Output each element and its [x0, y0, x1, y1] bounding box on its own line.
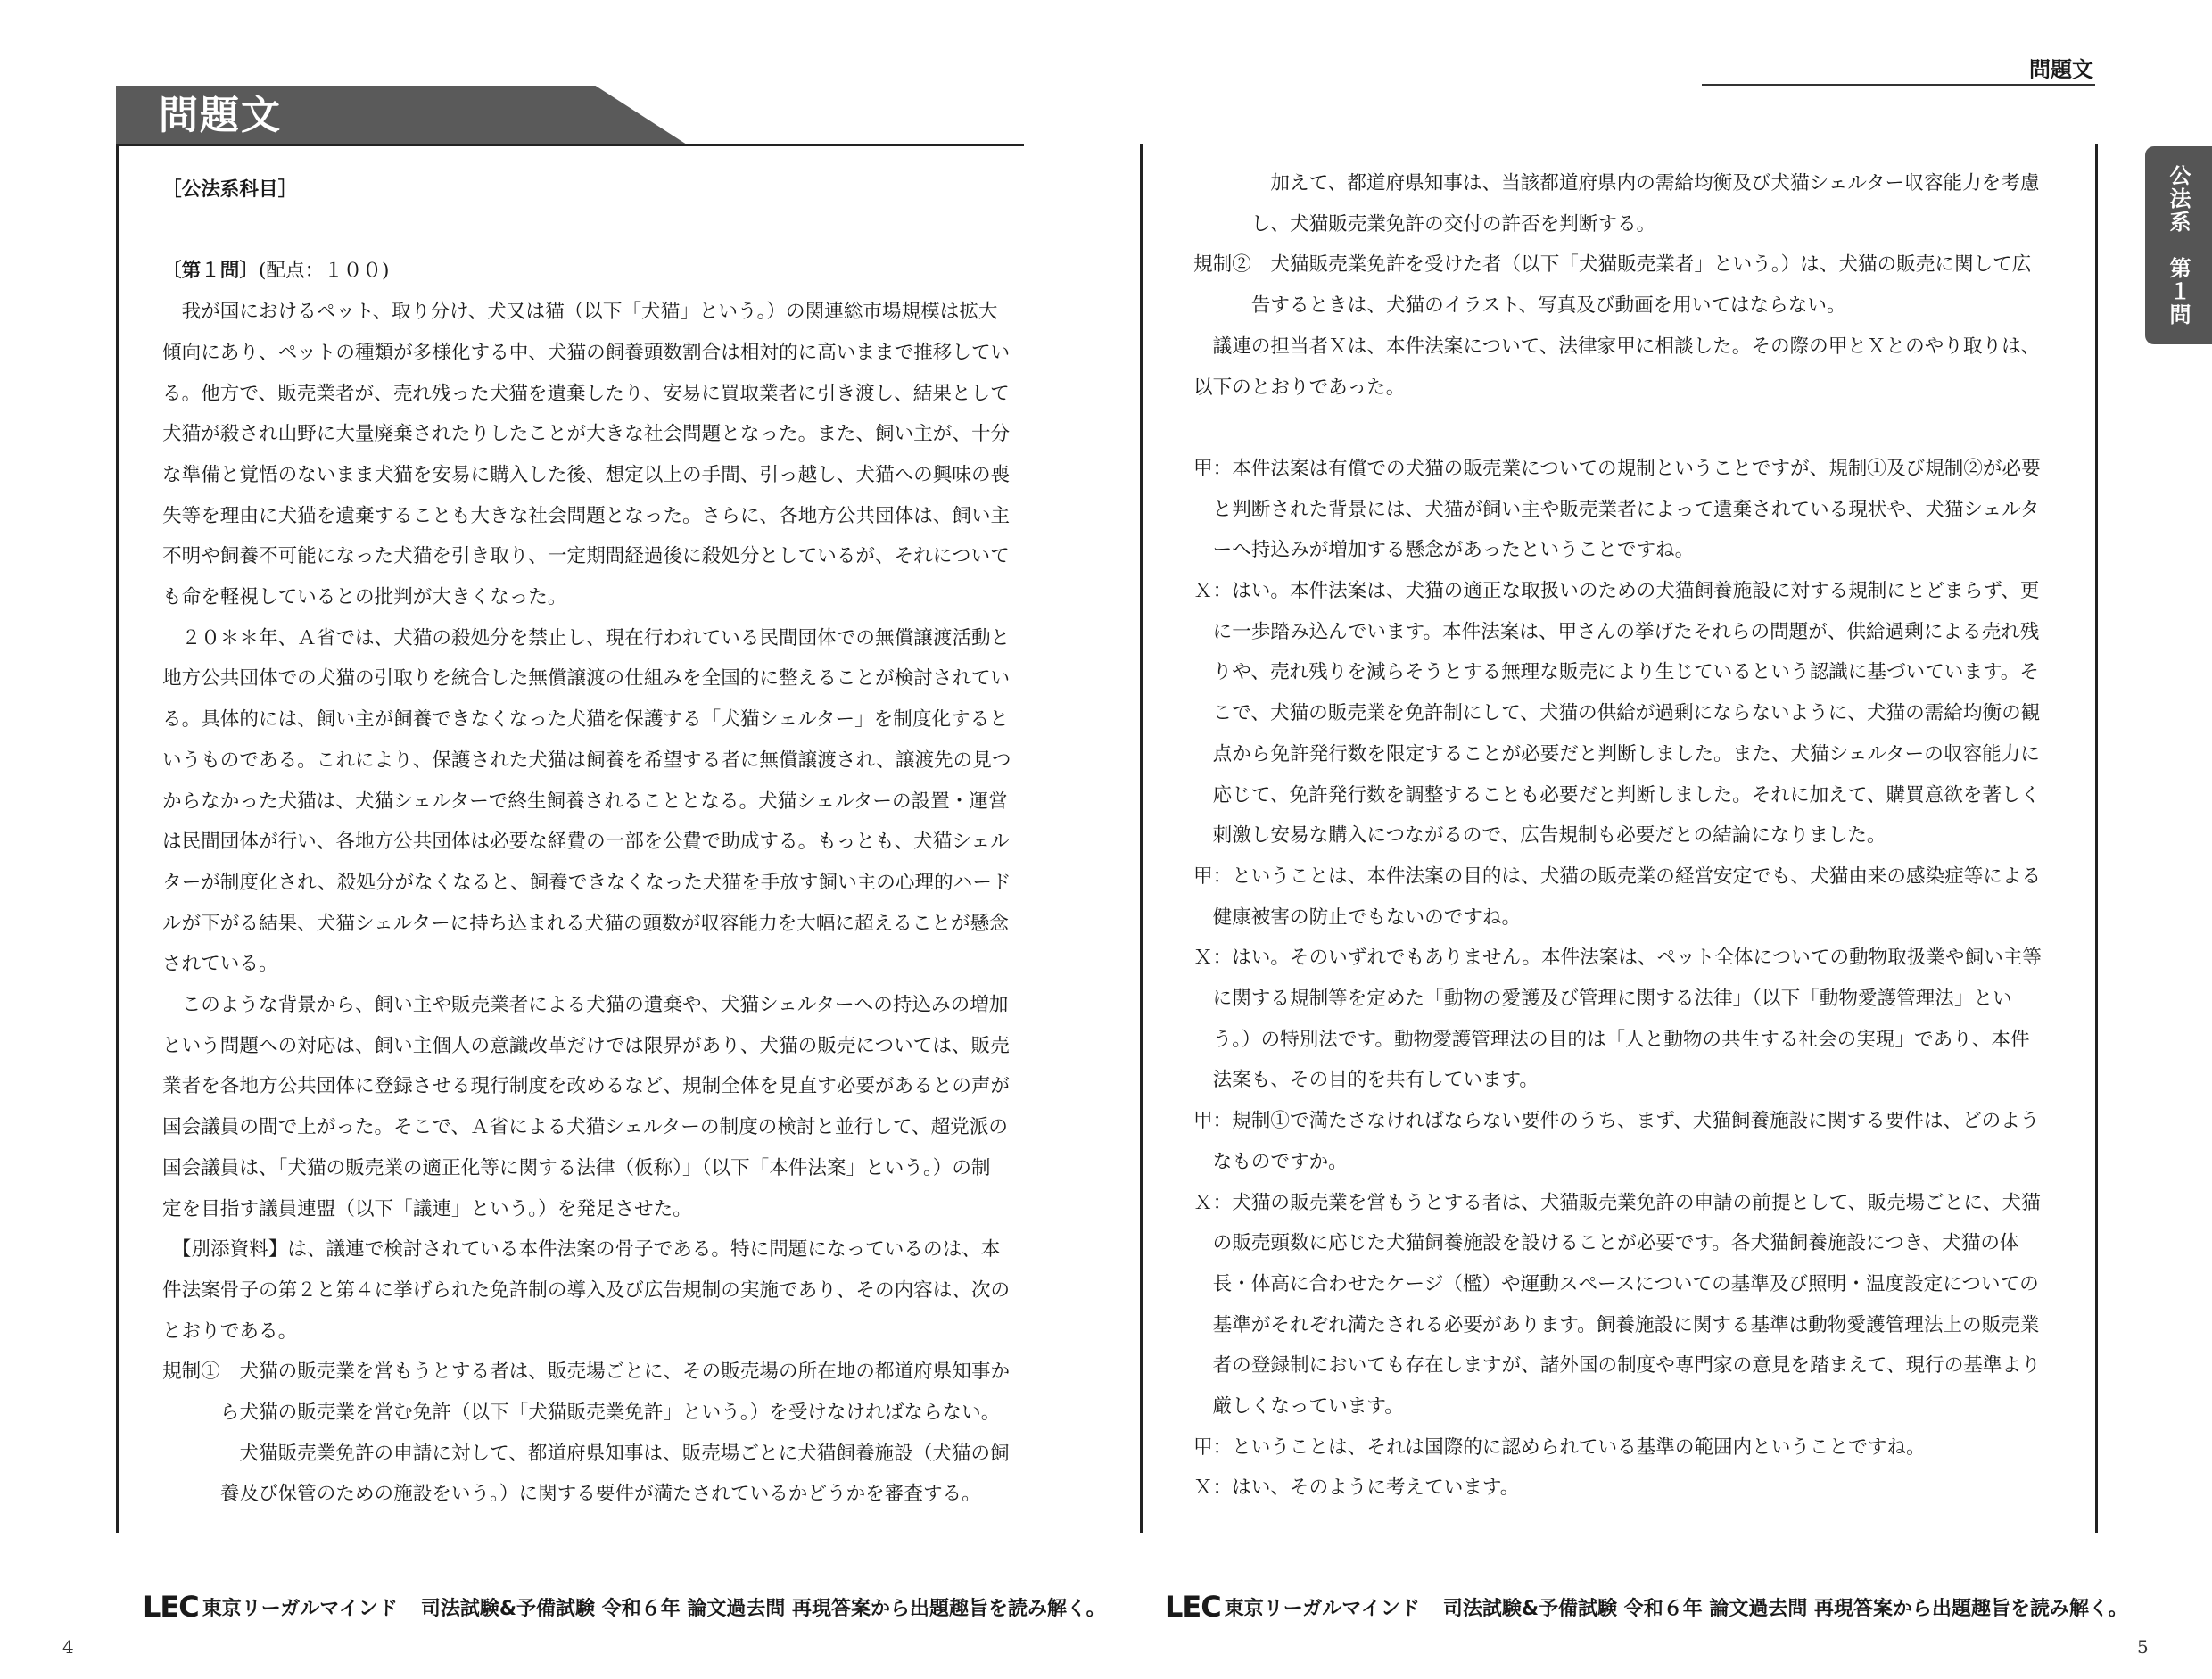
left-body-text: [162, 170, 1026, 1526]
left-margin-rule: [116, 144, 119, 1533]
text-line: 定を目指す議員連盟（以下「議連」という。）を発足させた。: [162, 1197, 692, 1220]
page-number-right: 5: [2137, 1636, 2149, 1658]
text-line: 傾向にあり、ペットの種類が多様化する中、犬猫の飼養頭数割合は相対的に高いままで推移してい: [162, 341, 1011, 364]
text-line: [1193, 408, 2094, 449]
text-line: 国会議員は、「犬猫の販売業の適正化等に関する法律（仮称）」（以下「本件法案」という。）の制: [162, 1156, 991, 1179]
right-footer: [1165, 1590, 2128, 1624]
text-line: このような背景から、飼い主や販売業者による犬猫の遺棄や、犬猫シェルターへの持込みの増加: [162, 994, 1009, 1017]
subject-heading: ［公法系科目］: [162, 178, 298, 201]
text-line: も命を軽視しているとの批判が大きくなった。: [162, 586, 567, 609]
text-line: 甲：ということは、それは国際的に認められている基準の範囲内ということですね。: [1193, 1435, 1926, 1459]
footer-book-title: 司法試験&予備試験 令和６年 論文過去問 再現答案から出題趣旨を読み解く。: [1442, 1597, 2128, 1620]
text-line: る。他方で、販売業者が、売れ残った犬猫を遺棄したり、安易に買取業者に引き渡し、結果として: [162, 382, 1010, 405]
text-line: 我が国におけるペット、取り分け、犬又は猫（以下「犬猫」という。）の関連総市場規模は拡大: [162, 301, 998, 324]
text-line: 犬猫販売業免許の申請に対して、都道府県知事は、販売場ごとに犬猫飼養施設（犬猫の飼: [162, 1442, 1010, 1465]
text-line: りや、売れ残りを減らそうとする無理な販売により生じているという認識に基づいています。そ: [1193, 661, 2039, 684]
running-head: 問題文: [2029, 57, 2093, 82]
text-line: 国会議員の間で上がった。そこで、Ａ省による犬猫シェルターの制度の検討と並行して、超党派の: [162, 1116, 1008, 1139]
text-line: 件法案骨子の第２と第４に挙げられた免許制の導入及び広告規制の実施であり、その内容は、次の: [162, 1278, 1011, 1302]
right-margin-rule: [2095, 144, 2098, 1533]
text-line: に一歩踏み込んでいます。本件法案は、甲さんの挙げたそれらの問題が、供給過剰による売れ残: [1193, 620, 2040, 643]
text-line: 甲：規制①で満たさなければならない要件のうち、まず、犬猫飼養施設に関する要件は、どのよう: [1193, 1110, 2040, 1133]
text-line: なものですか。: [1193, 1150, 1348, 1173]
side-tab-label: 公法系 第１問: [2166, 164, 2191, 327]
gutter-rule: [1140, 144, 1143, 1533]
page-title: 問題文: [159, 93, 282, 138]
text-line: 健康被害の防止でもないのですね。: [1193, 906, 1522, 929]
text-line: 【別添資料】は、議連で検討されている本件法案の骨子である。特に問題になっているのは、本: [162, 1238, 1001, 1261]
text-line: 厳しくなっています。: [1193, 1395, 1404, 1418]
lec-logo-icon: LEC: [1165, 1590, 1221, 1624]
text-line: ーへ持込みが増加する懸念があったということですね。: [1193, 539, 1695, 562]
text-line: 犬猫が殺され山野に大量廃棄されたりしたことが大きな社会問題となった。また、飼い主が、十分: [162, 423, 1011, 446]
text-line: Ｘ：犬猫の販売業を営もうとする者は、犬猫販売業免許の申請の前提として、販売場ごとに、犬猫: [1193, 1191, 2041, 1214]
text-line: は民間団体が行い、各地方公共団体は必要な経費の一部を公費で助成する。もっとも、犬猫シェル: [162, 831, 1010, 854]
text-line: という問題への対応は、飼い主個人の意識改革だけでは限界があり、犬猫の販売については、販売: [162, 1034, 1010, 1057]
text-line: からなかった犬猫は、犬猫シェルターで終生飼養されることとなる。犬猫シェルターの設置・運営: [162, 790, 1008, 813]
text-line: Ｘ：はい、そのように考えています。: [1193, 1476, 1520, 1500]
text-line: されている。: [162, 953, 278, 976]
right-body-text: [1193, 163, 2094, 1528]
text-line: 長・体高に合わせたケージ（檻）や運動スペースについての基準及び照明・温度設定についての: [1193, 1272, 2039, 1295]
text-line: とおりである。: [162, 1319, 298, 1343]
text-line: 規制② 犬猫販売業免許を受けた者（以下「犬猫販売業者」という。）は、犬猫の販売に関して広: [1193, 253, 2032, 277]
text-line: 告するときは、犬猫のイラスト、写真及び動画を用いてはならない。: [1193, 294, 1846, 318]
text-line: 加えて、都道府県知事は、当該都道府県内の需給均衡及び犬猫シェルター収容能力を考慮: [1193, 172, 2040, 194]
text-line: 甲：ということは、本件法案の目的は、犬猫の販売業の経営安定でも、犬猫由来の感染症等による: [1193, 864, 2042, 888]
text-line: 養及び保管のための施設をいう。）に関する要件が満たされているかどうかを審査する。: [162, 1483, 981, 1506]
text-line: に関する規制等を定めた「動物の愛護及び管理に関する法律」（以下「動物愛護管理法」とい: [1193, 988, 2012, 1011]
spacer: [162, 211, 1026, 252]
text-line: いうものである。これにより、保護された犬猫は飼養を希望する者に無償譲渡され、譲渡先の見つ: [162, 749, 1011, 772]
footer-org: 東京リーガルマインド: [1224, 1597, 1420, 1620]
text-line: ターが制度化され、殺処分がなくなると、飼養できなくなった犬猫を手放す飼い主の心理的ハード: [162, 871, 1011, 894]
footer-org: 東京リーガルマインド: [202, 1597, 398, 1620]
lec-logo-icon: LEC: [143, 1590, 199, 1624]
text-line: ルが下がる結果、犬猫シェルターに持ち込まれる犬猫の頭数が収容能力を大幅に超えることが懸念: [162, 912, 1009, 935]
text-line: Ｘ：はい。そのいずれでもありません。本件法案は、ペット全体についての動物取扱業や飼い主等: [1193, 947, 2042, 970]
text-line: の販売頭数に応じた犬猫飼養施設を設けることが必要です。各犬猫飼養施設につき、犬猫の体: [1193, 1232, 2019, 1255]
question-label: 〔第１問〕: [162, 260, 259, 283]
title-underline: [116, 144, 1024, 146]
text-line: 規制① 犬猫の販売業を営もうとする者は、販売場ごとに、その販売場の所在地の都道府県知事か: [162, 1361, 1011, 1384]
text-line: こで、犬猫の販売業を免許制にして、犬猫の供給が過剰にならないように、犬猫の需給均衡の観: [1193, 702, 2041, 725]
text-line: 甲：本件法案は有償での犬猫の販売業についての規制ということですが、規制①及び規制②が必要: [1193, 457, 2041, 480]
right-text-lines: [1193, 163, 2094, 1509]
text-line: な準備と覚悟のないまま犬猫を安易に購入した後、想定以上の手間、引っ越し、犬猫への興味の喪: [162, 463, 1011, 486]
text-line: 議連の担当者Ｘは、本件法案について、法律家甲に相談した。その際の甲とＸとのやり取りは、: [1193, 335, 2041, 358]
left-text-lines: [162, 292, 1026, 1515]
text-line: 地方公共団体での犬猫の引取りを統合した無償譲渡の仕組みを全国的に整えることが検討されてい: [162, 667, 1011, 691]
page-number-left: 4: [62, 1636, 74, 1658]
text-line: 刺激し安易な購入につながるので、広告規制も必要だとの結論になりました。: [1193, 824, 1886, 848]
text-line: し、犬猫販売業免許の交付の許否を判断する。: [1193, 212, 1656, 236]
question-heading: [162, 251, 1026, 292]
text-line: 法案も、その目的を共有しています。: [1193, 1069, 1539, 1092]
left-footer: [143, 1590, 1106, 1624]
text-line: ２０＊＊年、Ａ省では、犬猫の殺処分を禁止し、現在行われている民間団体での無償譲渡活動と: [162, 626, 1011, 649]
section-side-tab: [2145, 146, 2212, 344]
text-line: 以下のとおりであった。: [1193, 376, 1406, 399]
text-line: 基準がそれぞれ満たされる必要があります。飼養施設に関する基準は動物愛護管理法上の販売業: [1193, 1313, 2040, 1336]
text-line: ら犬猫の販売業を営む免許（以下「犬猫販売業免許」という。）を受けなければならない。: [162, 1402, 1001, 1425]
text-line: 者の登録制においても存在しますが、諸外国の制度や専門家の意見を踏まえて、現行の基準より: [1193, 1354, 2041, 1377]
text-line: 応じて、免許発行数を調整することも必要だと判断しました。それに加えて、購買意欲を著しく: [1193, 783, 2041, 806]
text-line: 失等を理由に犬猫を遺棄することも大きな社会問題となった。さらに、各地方公共団体は、飼い主: [162, 504, 1011, 527]
text-line: 点から免許発行数を限定することが必要だと判断しました。また、犬猫シェルターの収容能力に: [1193, 742, 2040, 765]
running-head-rule: [1702, 84, 2095, 86]
text-line: Ｘ：はい。本件法案は、犬猫の適正な取扱いのための犬猫飼養施設に対する規制にとどまらず、更: [1193, 580, 2040, 603]
text-line: う。）の特別法です。動物愛護管理法の目的は「人と動物の共生する社会の実現」であり、本件: [1193, 1028, 2030, 1051]
question-points: (配点：１００): [258, 260, 390, 283]
text-line: る。具体的には、飼い主が飼養できなくなった犬猫を保護する「犬猫シェルター」を制度化すると: [162, 708, 1009, 732]
text-line: 業者を各地方公共団体に登録させる現行制度を改めるなど、規制全体を見直す必要があるとの声が: [162, 1075, 1011, 1098]
footer-book-title: 司法試験&予備試験 令和６年 論文過去問 再現答案から出題趣旨を読み解く。: [420, 1597, 1106, 1620]
text-line: と判断された背景には、犬猫が飼い主や販売業者によって遺棄されている現状や、犬猫シェルタ: [1193, 498, 2040, 521]
text-line: 不明や飼養不可能になった犬猫を引き取り、一定期間経過後に殺処分としているが、それについて: [162, 545, 1010, 568]
